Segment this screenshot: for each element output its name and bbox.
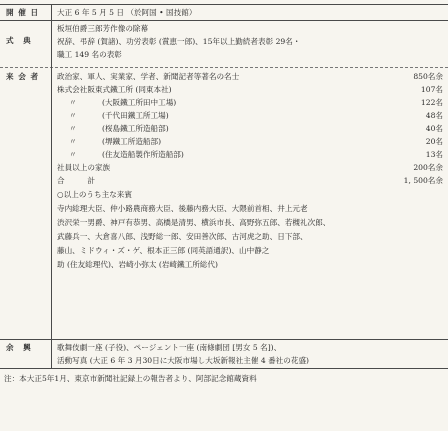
- ditto-mark: 〃: [69, 124, 77, 133]
- total-row: [57, 174, 443, 187]
- attendees-header-row: [57, 70, 443, 83]
- total-count: 1, 500名余: [403, 176, 443, 185]
- ditto-mark: 〃: [69, 111, 77, 120]
- total-label: 合 計: [57, 176, 95, 185]
- attendee-group-count: 122名: [420, 98, 443, 107]
- notables-line: 渋沢栄一男爵、神戸有恭男、高橋是清男、横浜市長、高野弥五郎、若槻礼次郎、: [57, 218, 331, 227]
- attendee-group-row: [57, 148, 443, 161]
- attendee-group-count: 40名: [425, 124, 443, 133]
- ceremony-label: 式 典: [6, 36, 32, 45]
- attendees-header-text: 政治家、軍人、実業家、学者、新聞記者等著名の名士: [57, 72, 240, 81]
- date-label: 開 催 日: [6, 8, 40, 17]
- notables-line: 武藤兵一、大倉喜八郎、浅野総一郎、安田善次郎、古河虎之助、日下部、: [57, 232, 308, 241]
- remarks-line-1: 歌舞伎劇一座 (子役)、ページェント一座 (南條劇団 [男女 5 名])、: [57, 343, 282, 352]
- attendee-group-count: 13名: [425, 150, 443, 159]
- footnote: 注：本大正5年1月、東京市新聞社記録上の報告者より、阿部記念館蔵資料: [4, 374, 257, 383]
- remarks-label: 余 興: [6, 343, 32, 352]
- attendee-group-count: 48名: [425, 111, 443, 120]
- rule-after-ceremony: [0, 67, 448, 68]
- rule-after-attendees: [0, 339, 448, 340]
- remarks-line-2: 活動写真 (大正 6 年 3 月30日に大阪市場し大坂新報社主催 4 番社の花盛): [57, 356, 310, 365]
- rule-after-remarks: [0, 368, 448, 369]
- attendee-group-name: 株式会社阪東式鐵工所 (同東本社): [57, 85, 172, 94]
- ditto-mark: 〃: [69, 137, 77, 146]
- attendee-group-row: [57, 83, 443, 96]
- attendee-group-name: (住友造船製作所造船部): [102, 150, 184, 159]
- ceremony-line-1: 板垣伯爵三郎芳作像の除幕: [57, 24, 149, 33]
- attendee-group-name: (桜島鐵工所造船部): [102, 124, 169, 133]
- date-value: 大正 6 年 5 月 5 日 （於阿国 • 国技館）: [57, 8, 197, 17]
- family-row: [57, 161, 443, 174]
- attendees-header-count: 850名余: [413, 72, 443, 81]
- top-rule: [0, 4, 448, 5]
- attendee-group-row: [57, 109, 443, 122]
- notables-line: 藤山、ミドウィ・ズ・ゲ、根本正三郎 (同英語通訳)、山中静之: [57, 246, 270, 255]
- attendee-group-name: (大阪鐵工所田中工場): [102, 98, 177, 107]
- attendee-group-name: (千代田鐵工所工場): [102, 111, 169, 120]
- ceremony-line-2: 祝辞、弔辞 (賀諸)、功労表彰 (賞恵一郎)、15年以上勤続者表彰 29名・: [57, 37, 301, 46]
- attendee-group-row: [57, 135, 443, 148]
- ceremony-line-3: 職工 149 名の表彰: [57, 50, 122, 59]
- notables-heading: ○以上のうち主な来賓: [57, 190, 132, 199]
- attendee-group-count: 20名: [425, 137, 443, 146]
- rule-after-date: [0, 20, 448, 21]
- notables-line: 寺内総理大臣、仲小路農商務大臣、後藤内務大臣、大隈前首相、井上元老: [57, 204, 308, 213]
- ditto-mark: 〃: [69, 150, 77, 159]
- attendees-label: 来 会 者: [6, 72, 40, 81]
- attendee-group-name: (堺鐵工所造船部): [102, 137, 162, 146]
- label-column-divider: [51, 4, 52, 368]
- notables-line: 助 (住友総理代)、岩崎小弥太 (岩崎鐵工所総代): [57, 260, 218, 269]
- family-count: 200名余: [413, 163, 443, 172]
- family-label: 社員以上の家族: [57, 163, 111, 172]
- attendee-group-row: [57, 96, 443, 109]
- attendee-group-count: 107名: [420, 85, 443, 94]
- ditto-mark: 〃: [69, 98, 77, 107]
- attendee-group-row: [57, 122, 443, 135]
